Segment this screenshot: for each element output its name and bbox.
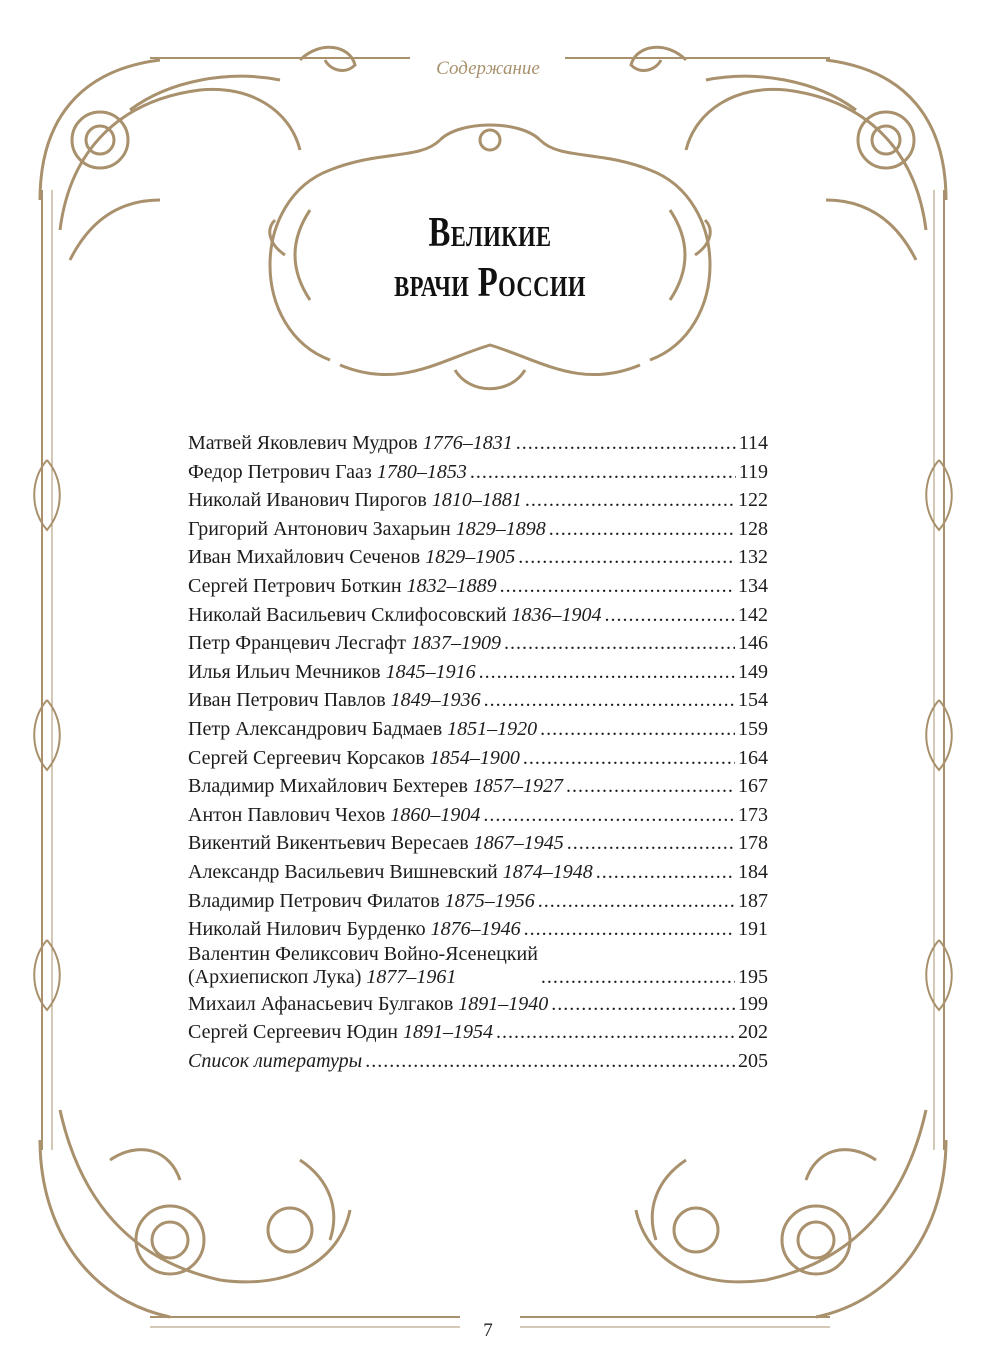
leader-dots: [365, 1050, 735, 1073]
toc-entry-name: Сергей Сергеевич Юдин: [188, 1021, 398, 1044]
toc-entry-name: Антон Павлович Чехов: [188, 803, 386, 826]
toc-entry-name: Григорий Антонович Захарьин: [188, 517, 451, 540]
toc-entry[interactable]: [188, 432, 768, 461]
page-number: 7: [483, 1320, 493, 1341]
toc-entry-years: 1780–1853: [376, 460, 467, 483]
toc-entry-name: Александр Васильевич Вишневский: [188, 860, 498, 883]
book-title-line1: Великие: [428, 210, 552, 256]
toc-entry-page: 114: [738, 432, 768, 454]
toc-entry-years: 1845–1916: [385, 660, 476, 683]
toc-entry-years: 1875–1956: [444, 889, 535, 912]
leader-dots: [516, 432, 736, 455]
toc-entry-name: Сергей Петрович Боткин: [188, 574, 402, 597]
toc-entry-years: 1874–1948: [502, 860, 593, 883]
toc-entry-two-line: [188, 943, 538, 989]
toc-entry-name: Викентий Викентьевич Вересаев: [188, 832, 469, 855]
toc-entry-page: 134: [738, 574, 768, 597]
toc-entry[interactable]: [188, 747, 768, 776]
leader-dots: [479, 661, 735, 684]
leader-dots: [518, 546, 735, 569]
toc-entry-name: Илья Ильич Мечников: [188, 660, 381, 683]
toc-entry[interactable]: [188, 546, 768, 575]
toc-entry-page: 146: [738, 632, 768, 655]
toc-entry-name: Николай Васильевич Склифосовский: [188, 603, 507, 626]
toc-entry-page: 173: [738, 803, 768, 826]
book-title: [334, 208, 646, 308]
toc-entry-name: Николай Нилович Бурденко: [188, 918, 426, 941]
book-title-line2: врачи России: [394, 260, 586, 306]
toc-entry[interactable]: [188, 661, 768, 690]
toc-entry-page: 142: [738, 603, 768, 626]
running-header: Содержание: [436, 58, 540, 79]
table-of-contents: [188, 432, 768, 1078]
toc-entry[interactable]: [188, 689, 768, 718]
toc-entry-page: 149: [738, 660, 768, 683]
leader-dots: [596, 861, 735, 884]
toc-entry-page: 199: [738, 992, 768, 1015]
toc-entry-years: 1810–1881: [431, 489, 522, 512]
toc-entry[interactable]: [188, 1021, 768, 1050]
toc-entry-page: 154: [738, 689, 768, 712]
side-sprig-left: [34, 460, 60, 1010]
leader-dots: [470, 461, 736, 484]
leader-dots: [541, 966, 735, 989]
toc-entry-years: 1891–1954: [402, 1021, 493, 1044]
toc-entry-name: Иван Петрович Павлов: [188, 689, 386, 712]
toc-entry[interactable]: [188, 604, 768, 633]
toc-entry-name: Федор Петрович Гааз: [188, 460, 372, 483]
toc-entry[interactable]: [188, 718, 768, 747]
toc-entry[interactable]: [188, 518, 768, 547]
leader-dots: [523, 747, 735, 770]
toc-entry-years: 1776–1831: [422, 432, 513, 454]
toc-entry-page: 178: [738, 832, 768, 855]
toc-entry[interactable]: [188, 804, 768, 833]
toc-entry-name: Иван Михайлович Сеченов: [188, 546, 421, 569]
leader-dots: [484, 689, 735, 712]
toc-entry-years: 1832–1889: [406, 574, 497, 597]
toc-entry-page: 159: [738, 717, 768, 740]
toc-entry-years: 1877–1961: [366, 965, 457, 988]
leader-dots: [504, 632, 735, 655]
toc-entry-years: 1837–1909: [410, 632, 501, 655]
corner-ornament-bottom-left: [40, 1110, 350, 1317]
toc-entry-years: 1876–1946: [430, 918, 521, 941]
toc-entry-years: 1829–1898: [455, 517, 546, 540]
leader-dots: [500, 575, 735, 598]
toc-entry-page: 191: [738, 918, 768, 941]
leader-dots: [567, 832, 735, 855]
leader-dots: [540, 718, 735, 741]
toc-entry[interactable]: [188, 993, 768, 1022]
leader-dots: [483, 804, 735, 827]
side-sprig-right: [926, 460, 952, 1010]
leader-dots: [525, 489, 735, 512]
toc-entry-name: Валентин Феликсович Войно-Ясенецкий: [188, 942, 538, 965]
leader-dots: [549, 518, 735, 541]
toc-entry-page: 128: [738, 517, 768, 540]
leader-dots: [524, 918, 735, 941]
toc-entry-page: 164: [738, 746, 768, 769]
toc-entry-years: 1836–1904: [511, 603, 602, 626]
toc-entry-page: 132: [738, 546, 768, 569]
toc-entry-name: Сергей Сергеевич Корсаков: [188, 746, 425, 769]
toc-entry-name: Владимир Михайлович Бехтерев: [188, 775, 468, 798]
toc-entry-page: 187: [738, 889, 768, 912]
leader-dots: [551, 993, 735, 1016]
toc-entry-bibliography[interactable]: [188, 1050, 768, 1079]
bibliography-page: 205: [738, 1049, 768, 1072]
toc-entry[interactable]: [188, 832, 768, 861]
leader-dots: [566, 775, 735, 798]
toc-entry-page: 119: [738, 460, 768, 483]
leader-dots: [538, 890, 735, 913]
toc-entry[interactable]: [188, 575, 768, 604]
bibliography-label: Список литературы: [188, 1049, 363, 1072]
toc-entry[interactable]: [188, 890, 768, 919]
toc-entry-years: 1857–1927: [472, 775, 563, 798]
toc-entry-years: 1851–1920: [447, 717, 538, 740]
toc-entry-name: Петр Александрович Бадмаев: [188, 717, 443, 740]
toc-entry[interactable]: [188, 861, 768, 890]
toc-entry-name: Владимир Петрович Филатов: [188, 889, 440, 912]
toc-entry[interactable]: [188, 942, 768, 993]
toc-entry[interactable]: [188, 489, 768, 518]
toc-entry-name-second-line: (Архиепископ Лука): [188, 965, 362, 988]
toc-entry-years: 1829–1905: [425, 546, 516, 569]
corner-ornament-bottom-right: [636, 1110, 946, 1317]
toc-entry-years: 1860–1904: [390, 803, 481, 826]
leader-dots: [496, 1021, 735, 1044]
toc-entry[interactable]: [188, 775, 768, 804]
toc-entry-name: Петр Францевич Лесгафт: [188, 632, 406, 655]
toc-entry-page: 122: [738, 489, 768, 512]
toc-entry-years: 1854–1900: [429, 746, 520, 769]
toc-entry-page: 184: [738, 860, 768, 883]
toc-entry-page: 195: [738, 965, 768, 988]
toc-entry-name: Николай Иванович Пирогов: [188, 489, 427, 512]
toc-entry-years: 1867–1945: [473, 832, 564, 855]
toc-entry[interactable]: [188, 632, 768, 661]
toc-entry-years: 1849–1936: [390, 689, 481, 712]
toc-entry[interactable]: [188, 461, 768, 490]
toc-entry-name: Михаил Афанасьевич Булгаков: [188, 992, 454, 1015]
toc-entry-page: 167: [738, 775, 768, 798]
leader-dots: [605, 604, 735, 627]
toc-entry-page: 202: [738, 1021, 768, 1044]
toc-entry-name: Матвей Яковлевич Мудров: [188, 432, 418, 454]
toc-entry-years: 1891–1940: [458, 992, 549, 1015]
